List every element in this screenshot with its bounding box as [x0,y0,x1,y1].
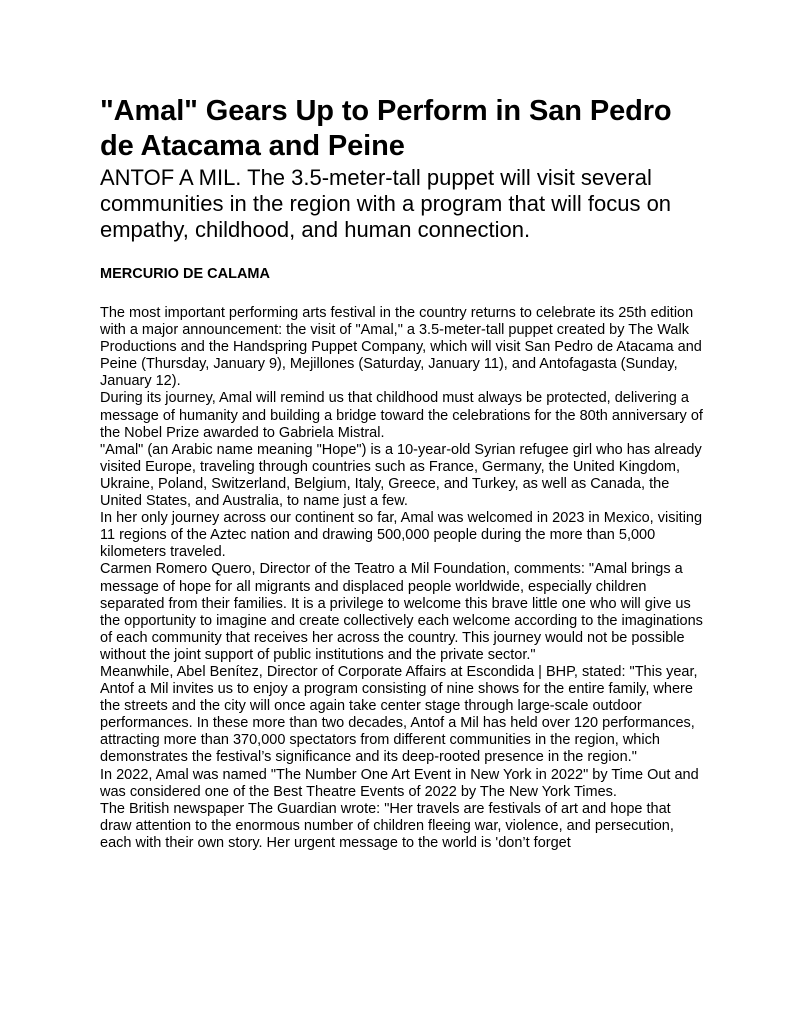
paragraph: The most important performing arts festival in the country returns to celebrate its 25th edition with a major announcement: the visit of "Amal," a 3.5-meter-tall puppet created by The Walk Productions and the Handspring Puppet Company, which will visit San Pedro de Atacama and Peine (Thursday, January 9), Mejillones (Saturday, January 11), and Antofagasta (Sunday, January 12). [100,305,702,390]
paragraph: "Amal" (an Arabic name meaning "Hope") is a 10-year-old Syrian refugee girl who has already visited Europe, traveling through countries such as France, Germany, the United Kingdom, Ukraine, Poland, Switzerland, Belgium, Italy, Greece, and Turkey, as well as Canada, the United States, and Australia, to name just a few. [100,441,702,510]
article-body [100,305,704,852]
article-headline: "Amal" Gears Up to Perform in San Pedro de Atacama and Peine [100,95,672,162]
paragraph: Meanwhile, Abel Benítez, Director of Corporate Affairs at Escondida | BHP, stated: "This year, Antof a Mil invites us to enjoy a program consisting of nine shows for the entire family, where the streets and the city will once again take center stage through large-scale outdoor performances. In these more than two decades, Antof a Mil has held over 120 performances, attracting more than 370,000 spectators from different communities in the region, which demonstrates the festival’s significance and its deep-rooted presence in the region." [100,663,698,766]
paragraph: In 2022, Amal was named "The Number One Art Event in New York in 2022" by Time Out and was considered one of the Best Theatre Events of 2022 by The New York Times. [100,766,699,800]
article-subhead: ANTOF A MIL. The 3.5-meter-tall puppet will visit several communities in the region with a program that will focus on empathy, childhood, and human connection. [100,165,672,242]
paragraph: Carmen Romero Quero, Director of the Teatro a Mil Foundation, comments: "Amal brings a message of hope for all migrants and displaced people worldwide, especially children separated from their families. It is a privilege to welcome this brave little one who will give us the opportunity to imagine and create collectively each welcome according to the imaginations of each community that receives her across the country. This journey would not be possible without the joint support of public institutions and the private sector." [100,561,703,663]
paragraph: The British newspaper The Guardian wrote: "Her travels are festivals of art and hope that draw attention to the enormous number of children fleeing war, violence, and persecution, each with their own story. Her urgent message to the world is 'don’t forget [100,800,674,851]
paragraph: In her only journey across our continent so far, Amal was welcomed in 2023 in Mexico, visiting 11 regions of the Aztec nation and drawing 500,000 people during the more than 5,000 kilometers traveled. [100,510,703,561]
article [100,94,704,852]
article-source: MERCURIO DE CALAMA [100,266,270,282]
paragraph: During its journey, Amal will remind us that childhood must always be protected, delivering a message of humanity and building a bridge toward the celebrations for the 80th anniversary of the Nobel Prize awarded to Gabriela Mistral. [100,390,703,441]
